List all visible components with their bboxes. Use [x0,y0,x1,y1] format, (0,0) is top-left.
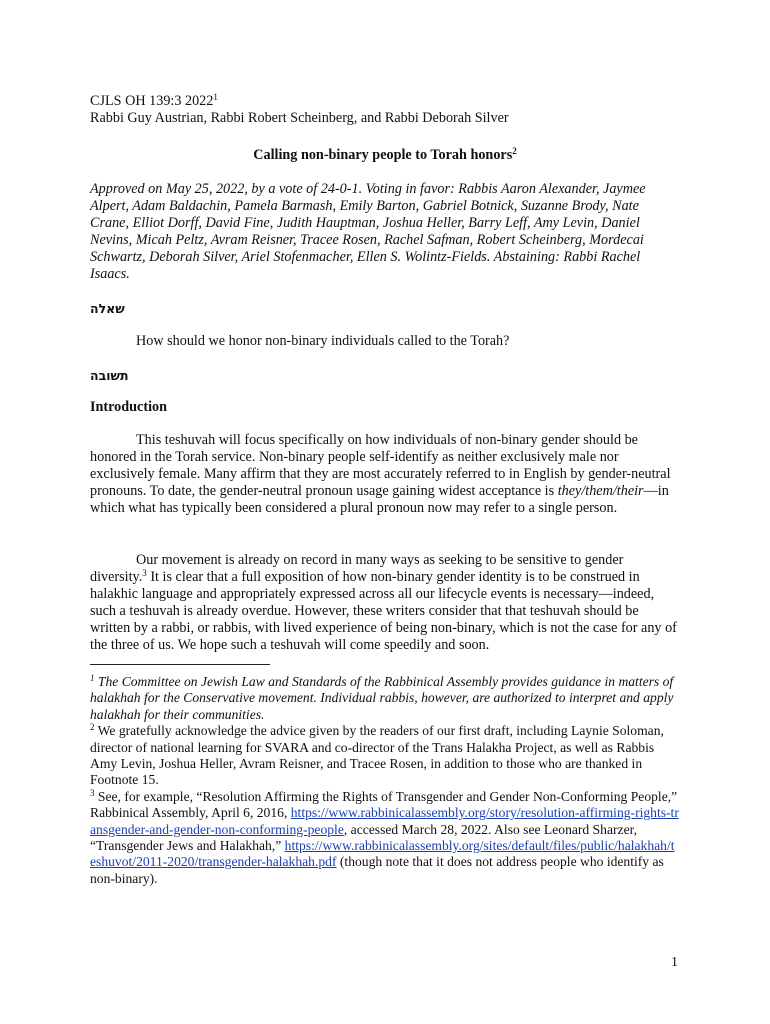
sheelah-question: How should we honor non-binary individuals called to the Torah? [136,333,510,349]
pronoun-example: they/them/their [557,483,644,499]
footnote-3: $^3$ See, for example, “Resolution Affirming the Rights of Transgender and Gender Non-Conforming People,” Rabbinical Assembly, April 6, 2016, https://www.rabbinicalassembly.org/story/resolution-affirming-rights-transgender-and-gender-non-conforming-people, accessed March 28, 2022. Also see Leonard Sharzer, “Transgender Jews and Halakhah,” https://www.rabbinicalassembly.org/sites/default/files/public/halakhah/teshuvot/2011-2020/transgender-halakhah.pdf (though note that it does not address people who identify as non-binary). [90,787,679,886]
footnote-2: $^2$ We gratefully acknowledge the advice given by the readers of our first draft, including Laynie Soloman, director of national learning for SVARA and co-director of the Trans Halakha Project, as well as Rabbis Amy Levin, Joshua Heller, Avram Reisner, and Tracee Rosen, in addition to those who are thanked in Footnote 15. [90,722,664,788]
transgender-halakhah-link[interactable]: https://www.rabbinicalassembly.org/sites/default/files/public/halakhah/teshuvot/2011-2020/transgender-halakhah.pdf [90,838,675,870]
introduction-heading: Introduction [90,399,167,415]
footnote-1: $^1$ The Committee on Jewish Law and Standards of the Rabbinical Assembly provides guidance in matters of halakhah for the Conservative movement. Individual rabbis, however, are authorized to interpret and apply halakhah for their communities. [90,673,674,722]
document-header [90,93,680,127]
footnote-divider [90,664,270,665]
teshuvah-heading: תשובה [90,368,129,383]
document-title: Calling non-binary people to Torah honors$^2$ [253,146,517,163]
authors-line: Rabbi Guy Austrian, Rabbi Robert Scheinberg, and Rabbi Deborah Silver [90,110,509,126]
approval-statement: Approved on May 25, 2022, by a vote of 24-0-1. Voting in favor: Rabbis Aaron Alexander, Jaymee Alpert, Adam Baldachin, Pamela Barmash, Emily Barton, Gabriel Botnick, Suzanne Brody, Nate Crane, Elliot Dorff, David Fine, Judith Hauptman, Joshua Heller, Barry Leff, Amy Levin, Daniel Nevins, Micah Peltz, Avram Reisner, Tracee Rosen, Rachel Safman, Robert Scheinberg, Mordecai Schwartz, Deborah Silver, Ariel Stofenmacher, Ellen S. Wolintz-Fields. Abstaining: Rabbi Rachel Isaacs. [90,181,646,282]
introduction-paragraph-1: This teshuvah will focus specifically on how individuals of non-binary gender should be honored in the Torah service. Non-binary people self-identify as neither exclusively male nor exclusively female. Many affirm that they are most accurately referred to in English by gender-neutral pronouns. To date, the gender-neutral pronoun usage gaining widest acceptance is they/them/their—in which what has typically been considered a plural pronoun now may refer to a single person. [90,432,671,516]
footnote-ref-2[interactable]: 2 [512,146,517,156]
introduction-paragraph-2: Our movement is already on record in many ways as seeking to be sensitive to gender diversity.$^3$ It is clear that a full exposition of how non-binary gender identity is to be construed in halakhic language and appropriately expressed across all our lifecycle events is necessary—indeed, such a teshuvah is already overdue. However, these writers consider that that teshuvah should be written by a rabbi, or rabbis, with lived experience of being non-binary, which is not the case for any of the three of us. We hope such a teshuvah will come speedily and soon. [90,552,677,653]
page-number: 1 [671,955,678,970]
footnote-ref-1[interactable]: 1 [213,92,218,102]
resolution-link[interactable]: https://www.rabbinicalassembly.org/story/resolution-affirming-rights-transgender-and-gender-non-conforming-people [90,805,679,837]
footnote-ref-3[interactable]: 3 [142,568,147,578]
document-id: CJLS OH 139:3 2022$^1$ [90,92,218,109]
footnotes [90,674,680,887]
sheelah-heading: שאלה [90,301,125,316]
